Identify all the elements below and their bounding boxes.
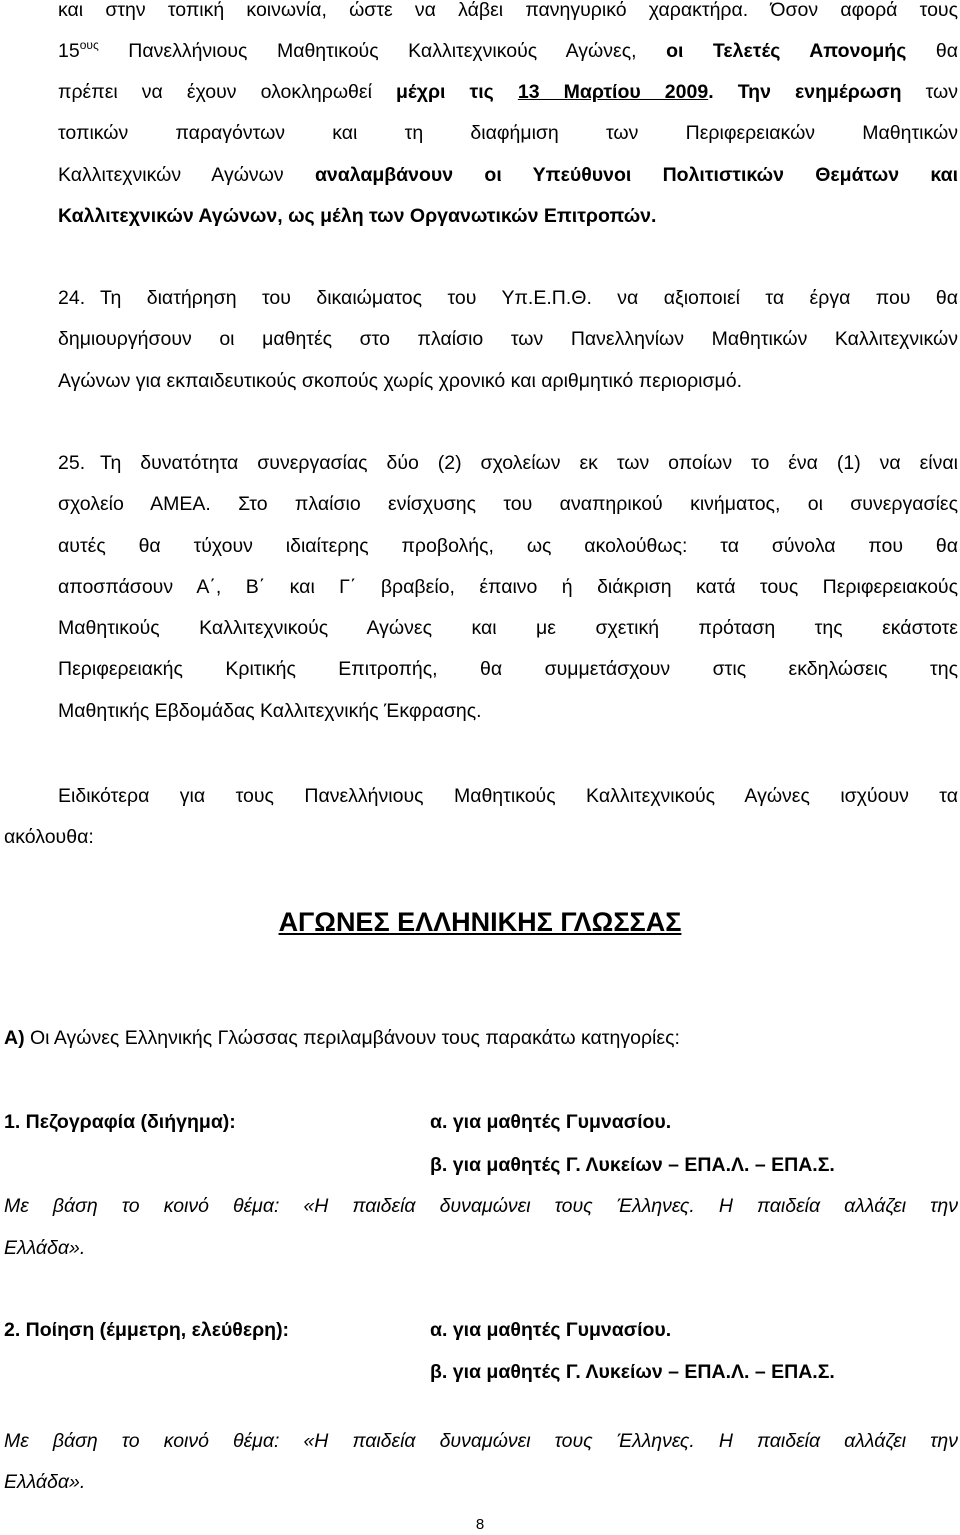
item-number: 25. xyxy=(58,452,86,474)
text-line: Αγώνων για εκπαιδευτικούς σκοπούς χωρίς χρονικό και αριθμητικό περιορισμό. xyxy=(58,370,743,392)
text-line: Τη διατήρηση του δικαιώματος του Υπ.Ε.Π.Θ. να αξιοποιεί τα έργα που θα xyxy=(100,287,958,309)
text-line: Καλλιτεχνικών Αγώνων, ως μέλη των Οργανωτικών Επιτροπών. xyxy=(58,205,657,227)
category-theme: Με βάση το κοινό θέμα: «Η παιδεία δυναμώνει τους Έλληνες. Η παιδεία αλλάζει την xyxy=(4,1195,958,1217)
category-level: α. για μαθητές Γυμνασίου. xyxy=(430,1319,672,1341)
text-line: αυτές θα τύχουν ιδιαίτερης προβολής, ως ακολούθως: τα σύνολα που θα xyxy=(58,535,958,557)
category-theme: Με βάση το κοινό θέμα: «Η παιδεία δυναμώνει τους Έλληνες. Η παιδεία αλλάζει την xyxy=(4,1430,958,1452)
category-theme: Ελλάδα». xyxy=(4,1237,86,1259)
text-line: $15^{o\upsilon\varsigma}$ Πανελλήνιους Μαθητικούς Καλλιτεχνικούς Αγώνες, οι Τελετές Απονομής θα xyxy=(58,38,959,62)
category-level: β. για μαθητές Γ. Λυκείων – ΕΠΑ.Λ. – ΕΠΑ.Σ. xyxy=(430,1154,835,1176)
category-level: α. για μαθητές Γυμνασίου. xyxy=(430,1111,672,1133)
category-title: 1. Πεζογραφία (διήγημα): xyxy=(4,1111,236,1133)
text-line: σχολείο ΑΜΕΑ. Στο πλαίσιο ενίσχυσης του αναπηρικού κινήματος, οι συνεργασίες xyxy=(58,493,958,515)
section-a-line: Α) Οι Αγώνες Ελληνικής Γλώσσας περιλαμβάνουν τους παρακάτω κατηγορίες: xyxy=(4,1027,680,1049)
text-line: Μαθητικούς Καλλιτεχνικούς Αγώνες και με σχετική πρόταση της εκάστοτε xyxy=(58,617,958,639)
text-line: δημιουργήσουν οι μαθητές στο πλαίσιο των Πανελληνίων Μαθητικών Καλλιτεχνικών xyxy=(58,328,958,350)
item-number: 24. xyxy=(58,287,86,309)
category-level: β. για μαθητές Γ. Λυκείων – ΕΠΑ.Λ. – ΕΠΑ.Σ. xyxy=(430,1361,835,1383)
text-line: Περιφερειακής Κριτικής Επιτροπής, θα συμμετάσχουν στις εκδηλώσεις της xyxy=(58,658,958,680)
text-line: πρέπει να έχουν ολοκληρωθεί μέχρι τις 13 Μαρτίου 2009. Την ενημέρωση των xyxy=(58,81,958,103)
category-title: 2. Ποίηση (έμμετρη, ελεύθερη): xyxy=(4,1319,290,1341)
deadline-date: 13 Μαρτίου 2009 xyxy=(517,81,709,103)
text-line: Ειδικότερα για τους Πανελλήνιους Μαθητικούς Καλλιτεχνικούς Αγώνες ισχύουν τα xyxy=(58,785,958,807)
page-number: 8 xyxy=(475,1516,485,1533)
text-line: αποσπάσουν Α΄, Β΄ και Γ΄ βραβείο, έπαινο ή διάκριση κατά τους Περιφερειακούς xyxy=(58,576,958,598)
text-line: ακόλουθα: xyxy=(4,826,94,848)
text-line: Μαθητικής Εβδομάδας Καλλιτεχνικής Έκφρασης. xyxy=(58,700,482,722)
section-heading: ΑΓΩΝΕΣ ΕΛΛΗΝΙΚΗΣ ΓΛΩΣΣΑΣ xyxy=(278,907,682,937)
text-line: και στην τοπική κοινωνία, ώστε να λάβει πανηγυρικό χαρακτήρα. Όσον αφορά τους xyxy=(58,0,958,21)
category-theme: Ελλάδα». xyxy=(4,1471,86,1493)
text-line: Τη δυνατότητα συνεργασίας δύο (2) σχολείων εκ των οποίων το ένα (1) να είναι xyxy=(100,452,958,474)
text-line: τοπικών παραγόντων και τη διαφήμιση των Περιφερειακών Μαθητικών xyxy=(58,122,958,144)
text-line: Καλλιτεχνικών Αγώνων αναλαμβάνουν οι Υπεύθυνοι Πολιτιστικών Θεμάτων και xyxy=(58,164,958,186)
